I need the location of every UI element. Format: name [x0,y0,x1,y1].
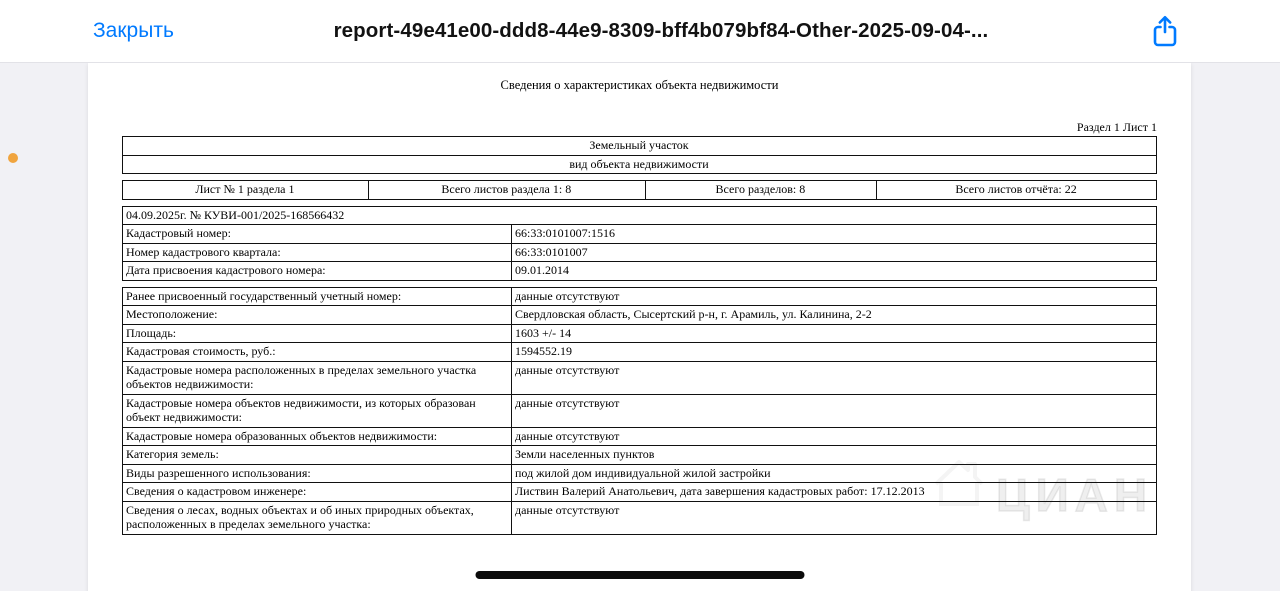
table-row [123,482,1156,501]
row-label: Кадастровые номера образованных объектов недвижимости: [123,428,512,446]
table-row [123,501,1156,534]
table-row [123,243,1156,262]
table-row [123,137,1156,155]
table-row [123,207,1156,225]
request-number: 04.09.2025г. № КУВИ-001/2025-168566432 [126,207,345,222]
document-filename-title: report-49e41e00-ddd8-44e9-8309-bff4b079bf84-Other-2025-09-04-... [333,19,989,42]
row-label: Дата присвоения кадастрового номера: [123,262,512,280]
row-value: 66:33:0101007 [515,244,588,259]
row-value: Свердловская область, Сысертский р-н, г. Арамиль, ул. Калинина, 2-2 [515,307,872,321]
row-label: Сведения о лесах, водных объектах и об иных природных объектах, расположенных в пределах земельного участка: [123,502,512,534]
section-sheets-cell: Всего листов раздела 1: 8 [369,181,646,199]
table-row [123,155,1156,174]
row-value: Земли населенных пунктов [515,447,655,461]
row-label: Ранее присвоенный государственный учетный номер: [123,288,512,306]
row-label: Площадь: [123,325,512,343]
top-navigation-bar [0,0,1280,63]
object-kind-value: Земельный участок [589,138,689,152]
row-label: Сведения о кадастровом инженере: [123,483,512,501]
sheet-number-cell: Лист № 1 раздела 1 [123,181,369,199]
table-row [123,361,1156,394]
home-indicator[interactable] [476,571,805,579]
row-value: данные отсутствуют [515,362,620,377]
row-label: Виды разрешенного использования: [123,465,512,483]
row-value: Листвин Валерий Анатольевич, дата завершения кадастровых работ: 17.12.2013 [515,484,925,498]
table-row [123,261,1156,280]
section-sheet-label: Раздел 1 Лист 1 [1076,120,1157,134]
row-label: Кадастровая стоимость, руб.: [123,343,512,361]
row-label: Кадастровый номер: [123,225,512,243]
share-icon [1151,15,1179,48]
row-value: данные отсутствуют [515,502,620,517]
table-row [123,342,1156,361]
table-row [123,224,1156,243]
table-row [123,305,1156,324]
row-label: Номер кадастрового квартала: [123,244,512,262]
row-label: Категория земель: [123,446,512,464]
object-details-table [122,287,1157,535]
object-kind-caption: вид объекта недвижимости [569,156,709,171]
sheet-counters-table [122,180,1157,200]
table-row [123,288,1156,306]
table-row [123,181,1156,199]
row-value: 09.01.2014 [515,263,569,277]
row-label: Кадастровые номера объектов недвижимости, из которых образован объект недвижимости: [123,395,512,427]
report-sheets-cell: Всего листов отчёта: 22 [955,182,1077,196]
sections-total-cell: Всего разделов: 8 [646,181,877,199]
row-label: Местоположение: [123,306,512,324]
table-row [123,324,1156,343]
row-label: Кадастровые номера расположенных в пределах земельного участка объектов недвижимости: [123,362,512,394]
table-row [123,464,1156,483]
pdf-page [88,63,1191,591]
table-row [123,427,1156,446]
object-kind-table [122,136,1157,174]
table-row [123,445,1156,464]
row-value: 1594552.19 [515,344,572,358]
row-value: 1603 +/- 14 [515,325,572,340]
document-title: Сведения о характеристиках объекта недвижимости [500,78,779,92]
row-value: 66:33:0101007:1516 [515,226,616,240]
row-value: под жилой дом индивидуальной жилой застройки [515,465,771,480]
table-row [123,394,1156,427]
row-value: данные отсутствуют [515,395,620,410]
row-value: данные отсутствуют [515,428,620,443]
share-button[interactable] [1148,13,1182,49]
watermark-label: ЦИАН [996,469,1154,521]
orange-dot-indicator [8,153,18,163]
row-value: данные отсутствуют [515,288,620,303]
viewer-background [0,63,1280,591]
close-button[interactable]: Закрыть [93,19,174,42]
cadastral-number-table [122,206,1157,281]
